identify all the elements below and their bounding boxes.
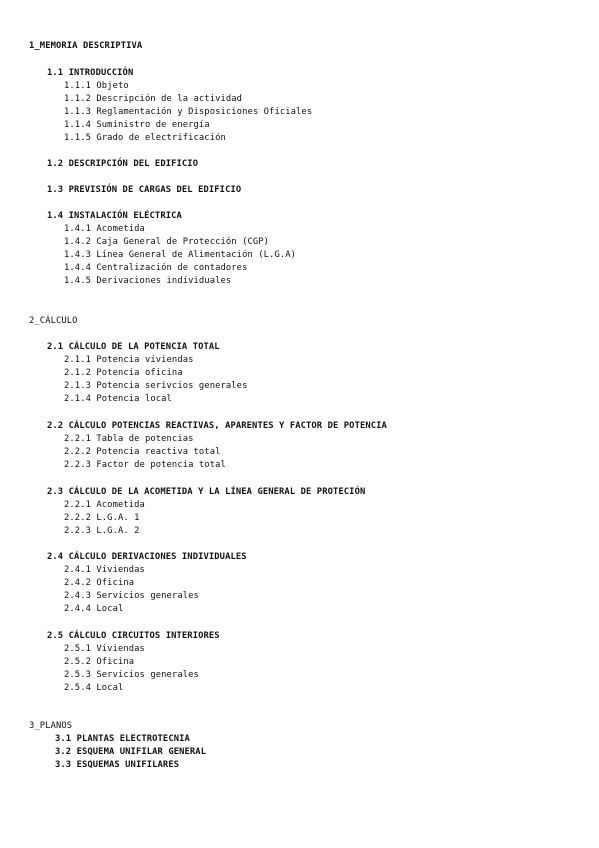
toc-entry: 1.1.5 Grado de electrificación — [64, 133, 226, 143]
toc-entry: 1.4.1 Acometida — [64, 224, 145, 234]
chapter-heading-memoria: 1_MEMORIA DESCRIPTIVA — [29, 41, 143, 51]
toc-entry: 2.1.3 Potencia serivcios generales — [64, 381, 248, 391]
section-heading-acometida-lga: 2.3 CÁLCULO DE LA ACOMETIDA Y LA LÍNEA GENERAL DE PROTECIÓN — [47, 487, 366, 497]
toc-entry: 3.1 PLANTAS ELECTROTECNIA — [55, 734, 190, 744]
toc-entry: 2.4.4 Local — [64, 604, 124, 614]
chapter-heading-planos: 3_PLANOS — [29, 721, 73, 731]
toc-entry: 2.5.2 Oficina — [64, 657, 135, 667]
chapter-heading-calculo: 2_CÁLCULO — [29, 316, 78, 326]
toc-entry: 1.4.3 Línea General de Alimentación (L.G.A) — [64, 250, 297, 260]
section-heading-derivaciones-individuales: 2.4 CÁLCULO DERIVACIONES INDIVIDUALES — [47, 552, 247, 562]
toc-entry: 1.1.3 Reglamentación y Disposiciones Oficiales — [64, 107, 313, 117]
section-heading-potencia-total: 2.1 CÁLCULO DE LA POTENCIA TOTAL — [47, 342, 220, 352]
toc-entry: 2.4.3 Servicios generales — [64, 591, 199, 601]
toc-entry: 3.3 ESQUEMAS UNIFILARES — [55, 760, 180, 770]
toc-entry: 2.1.2 Potencia oficina — [64, 368, 183, 378]
toc-entry: 2.5.1 Viviendas — [64, 644, 145, 654]
toc-entry: 1.4.5 Derivaciones individuales — [64, 276, 232, 286]
section-heading-descripcion-edificio: 1.2 DESCRIPCIÓN DEL EDIFICIO — [47, 159, 199, 169]
toc-entry: 1.4.4 Centralización de contadores — [64, 263, 248, 273]
toc-entry: 2.5.4 Local — [64, 683, 124, 693]
toc-entry: 2.4.2 Oficina — [64, 578, 135, 588]
toc-entry: 1.1.2 Descripción de la actividad — [64, 94, 243, 104]
section-heading-circuitos-interiores: 2.5 CÁLCULO CIRCUITOS INTERIORES — [47, 631, 220, 641]
section-heading-introduccion: 1.1 INTRODUCCIÓN — [47, 68, 134, 78]
toc-entry: 2.1.4 Potencia local — [64, 394, 172, 404]
toc-entry: 2.4.1 Viviendas — [64, 565, 145, 575]
toc-entry: 2.5.3 Servicios generales — [64, 670, 199, 680]
toc-entry: 2.2.3 Factor de potencia total — [64, 460, 226, 470]
toc-entry: 3.2 ESQUEMA UNIFILAR GENERAL — [55, 747, 207, 757]
toc-entry: 2.2.2 Potencia reactiva total — [64, 447, 221, 457]
toc-entry: 2.2.3 L.G.A. 2 — [64, 526, 140, 536]
toc-entry: 1.1.4 Suministro de energía — [64, 120, 210, 130]
toc-entry: 2.1.1 Potencia viviendas — [64, 355, 194, 365]
section-heading-potencias-reactivas: 2.2 CÁLCULO POTENCIAS REACTIVAS, APARENTES Y FACTOR DE POTENCIA — [47, 421, 387, 431]
toc-entry: 2.2.1 Tabla de potencias — [64, 434, 194, 444]
toc-entry: 2.2.2 L.G.A. 1 — [64, 513, 140, 523]
section-heading-instalacion-electrica: 1.4 INSTALACIÓN ELÉCTRICA — [47, 211, 182, 221]
toc-entry: 1.4.2 Caja General de Protección (CGP) — [64, 237, 270, 247]
section-heading-prevision-cargas: 1.3 PREVISIÓN DE CARGAS DEL EDIFICIO — [47, 185, 242, 195]
toc-entry: 2.2.1 Acometida — [64, 500, 145, 510]
toc-entry: 1.1.1 Objeto — [64, 81, 129, 91]
